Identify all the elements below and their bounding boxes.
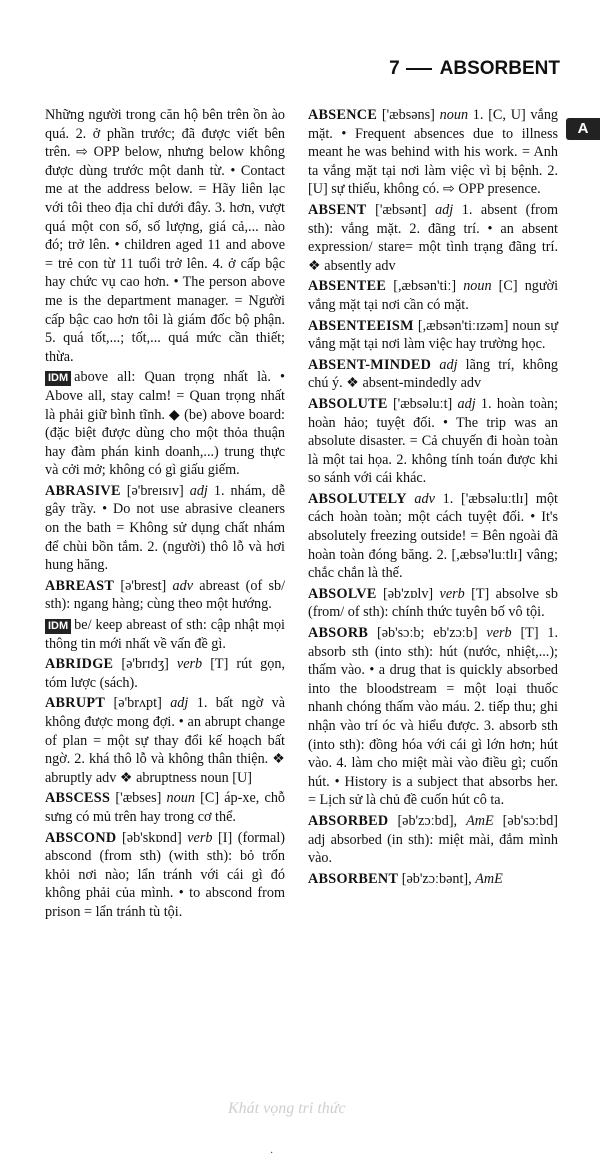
definition: 1. bất ngờ và không được mong đợi. • an abrupt change of plan = một sự thay đổi kế hoạch bất ngờ. 2. khá thô lỗ và không thân thiện. ❖ abruptly adv ❖ abruptness noun [U] <box>45 695 286 786</box>
definition: [C] người vắng mặt tại nơi cần có mặt. <box>308 278 559 313</box>
pronunciation: [ə'brʌpt] <box>113 695 162 712</box>
headword: ABSENTEE <box>308 278 387 295</box>
headword: ABSORB <box>308 625 369 642</box>
part-of-speech: noun <box>439 107 469 123</box>
entry-abrupt <box>45 694 285 787</box>
guide-word: ABSORBENT <box>439 58 560 79</box>
right-column <box>308 106 558 890</box>
definition: 1. nhám, dễ gây trầy. • Do not use abrasive cleaners on the bath = Không sử dụng chất nhám để chùi bồn tắm. 2. (người) thô lỗ và hơi hung hăng. <box>45 482 286 574</box>
thumb-index-tab: A <box>566 118 600 140</box>
entry-absenteeism <box>308 317 558 354</box>
part-of-speech: adj <box>457 395 476 412</box>
definition: lãng trí, không chú ý. ❖ absent-mindedly adv <box>308 356 559 392</box>
part-of-speech: adv <box>172 577 194 594</box>
headword: ABSENTEEISM <box>308 317 414 334</box>
entry-absolve <box>308 585 558 622</box>
left-column <box>45 106 285 924</box>
definition: 1. [C, U] vắng mặt. • Frequent absences due to illness meant he was behind with his work. = Anh ta vắng mặt tại nơi làm việc vì bị bệnh. 2. [U] sự thiếu, không có. ⇨ OPP presence. <box>308 107 559 198</box>
definition: 1. hoàn toàn; hoàn hảo; tuyệt đối. • The trip was an absolute disaster. = Cả chuyến đi hoàn toàn là một tai họa. 2. không tính toán được khi so sánh với cái khác. <box>308 395 559 487</box>
definition: 1. absent (from sth): vắng mặt. 2. đãng trí. • an absent expression/ stare= một tình trạng đãng trí. ❖ absently adv <box>308 201 558 274</box>
part-of-speech: adv <box>414 490 435 507</box>
pronunciation: [əb'zɔːbənt], <box>401 870 472 887</box>
part-of-speech: adj <box>189 482 208 499</box>
part-of-speech: AmE <box>466 812 494 829</box>
headword: ABSORBED <box>308 812 389 829</box>
entry-absent-minded <box>308 356 558 393</box>
definition: abreast (of sb/ sth): ngang hàng; cùng theo một hướng. <box>45 577 286 613</box>
part-of-speech: verb <box>439 585 465 602</box>
definition: noun sự vắng mặt tại nơi làm việc hay trường học. <box>308 317 559 353</box>
entry-abrasive <box>45 482 285 575</box>
definition: [I] (formal) abscond (from sth) (with sth): bỏ trốn khỏi nơi nào; lẩn tránh với cái gì đó không phải của mình. • to abscond from prison = lẩn tránh tù tội. <box>45 829 286 920</box>
headword: ABSCESS <box>45 790 111 807</box>
pronunciation: [ə'brest] <box>120 577 167 594</box>
idiom-block <box>45 368 285 480</box>
pronunciation: [əb'zɔːbd], <box>397 812 458 829</box>
headword: ABREAST <box>45 577 115 594</box>
idiom-text: be/ keep abreast of sth: cập nhật mọi thông tin mới nhất về vấn đề gì. <box>45 617 285 652</box>
entry-absorbent <box>308 870 558 889</box>
pronunciation: ['æbses] <box>115 790 162 807</box>
definition: 1. ['æbsəluːtlɪ] một cách hoàn toàn; một cách tuyệt đối. • It's absolutely freezing outside! = Bên ngoài đã hoàn toàn đóng băng. 2. [,æbsə'luːtlɪ] vâng; chắc chắn là thế. <box>308 490 559 582</box>
headword: ABSENT <box>308 201 367 218</box>
pronunciation: [əb'zɒlv] <box>383 585 434 602</box>
pronunciation: [əb'skɒnd] <box>122 829 182 846</box>
part-of-speech: noun <box>166 790 195 807</box>
part-of-speech: adj <box>439 356 458 373</box>
headword: ABSENCE <box>308 107 378 123</box>
entry-abreast <box>45 577 285 614</box>
pronunciation: ['æbsənt] <box>375 201 427 218</box>
pronunciation: ['æbsəns] <box>381 107 435 123</box>
part-of-speech: adj <box>170 695 189 712</box>
entry-absorbed <box>308 812 558 868</box>
entry-absentee <box>308 277 558 314</box>
part-of-speech: verb <box>176 656 203 673</box>
pronunciation: [ə'brɪdʒ] <box>121 656 169 673</box>
continued-entry-text: Những người trong căn hộ bên trên ồn ào quá. 2. ở phần trước; đã được viết bên trên. ⇨ OPP below, nhưng below không được dùng trước một danh từ. • Contact me at the address below. = Hãy liên lạc với tôi theo địa chỉ dưới đây. 3. hơn, vượt quá một con số, số lượng, giá cả,... nào đó; trở lên. • children aged 11 and above = trẻ con từ 11 tuổi trở lên. 4. ở cấp bậc hay chức vụ cao hơn. • The person above me is the department manager. = Người cấp bậc cao hơn tôi là giám đốc bộ phận. 5. quá tốt,...; tốt,... quá mức cần thiết; thừa. <box>45 107 285 365</box>
page-number: 7 <box>389 58 400 79</box>
definition: [T] 1. absorb sth (into sth): hút (nước, nhiệt,...); thấm vào. • a drug that is quickly absorbed into the bloodstream = một loại thuốc nhanh chóng thấm vào máu. 2. tiếp thu; ghi nhận vào trí óc và hiểu được. 3. absorb sth (into sth): đồng hóa với cái gì lớn hơn; hút vào. 4. làm cho miệt mài vào điều gì; cuốn hút. • History is a subject that absorbs her. = Lịch sử là chủ đề cuốn hút cô ta. <box>308 625 559 809</box>
entry-abscess <box>45 789 285 826</box>
part-of-speech: adj <box>435 201 454 218</box>
watermark-text: Khát vọng tri thức <box>228 1100 346 1117</box>
headword: ABSOLUTELY <box>308 490 407 507</box>
entry-absolutely <box>308 490 558 583</box>
entry-abscond <box>45 829 285 922</box>
headword: ABRASIVE <box>45 482 121 499</box>
pronunciation: [əb'sɔːb; eb'zɔːb] <box>376 625 478 642</box>
idiom-block <box>45 616 285 653</box>
headword: ABSOLUTE <box>308 395 388 412</box>
definition: [C] áp-xe, chỗ sưng có mủ trên hay trong cơ thể. <box>45 790 286 825</box>
entry-abridge <box>45 655 285 692</box>
headword: ABSORBENT <box>308 870 399 887</box>
part-of-speech: verb <box>187 829 213 846</box>
headword: ABSOLVE <box>308 585 377 602</box>
entry-absorb <box>308 624 558 810</box>
entry-absence <box>308 106 558 199</box>
definition: [T] absolve sb (from/ of sth): chính thức tuyên bố vô tội. <box>308 585 558 621</box>
headword: ABSCOND <box>45 829 117 846</box>
part-of-speech: verb <box>486 625 512 642</box>
headword: ABRIDGE <box>45 656 114 673</box>
pronunciation: [,æbsən'tiːɪzəm] <box>417 317 509 334</box>
definition: [T] rút gọn, tóm lược (sách). <box>45 656 286 691</box>
page-header <box>389 58 560 80</box>
part-of-speech: AmE <box>475 870 503 887</box>
definition: [əb'sɔːbd] adj absorbed (in sth): miệt mài, đắm mình vào. <box>308 812 559 867</box>
part-of-speech: noun <box>463 278 492 295</box>
page-mark: · <box>270 1148 274 1159</box>
pronunciation: ['æbsəluːt] <box>392 395 453 412</box>
header-rule <box>406 68 432 70</box>
idiom-text: above all: Quan trọng nhất là. • Above all, stay calm! = Quan trọng nhất là phải giữ bình tĩnh. ◆ (be) above board: (đặc biệt được dùng cho một thỏa thuận hay đàm phán kinh doanh,...) trung thực và cởi mở; không có gì giấu giếm. <box>45 369 285 479</box>
pronunciation: [,æbsən'tiː] <box>393 278 457 295</box>
entry-absolute <box>308 395 558 488</box>
idm-label: IDM <box>45 371 71 386</box>
entry-absent <box>308 201 558 275</box>
pronunciation: [ə'breɪsɪv] <box>126 482 184 499</box>
idm-label: IDM <box>45 619 71 634</box>
headword: ABSENT-MINDED <box>308 356 432 373</box>
headword: ABRUPT <box>45 695 106 712</box>
